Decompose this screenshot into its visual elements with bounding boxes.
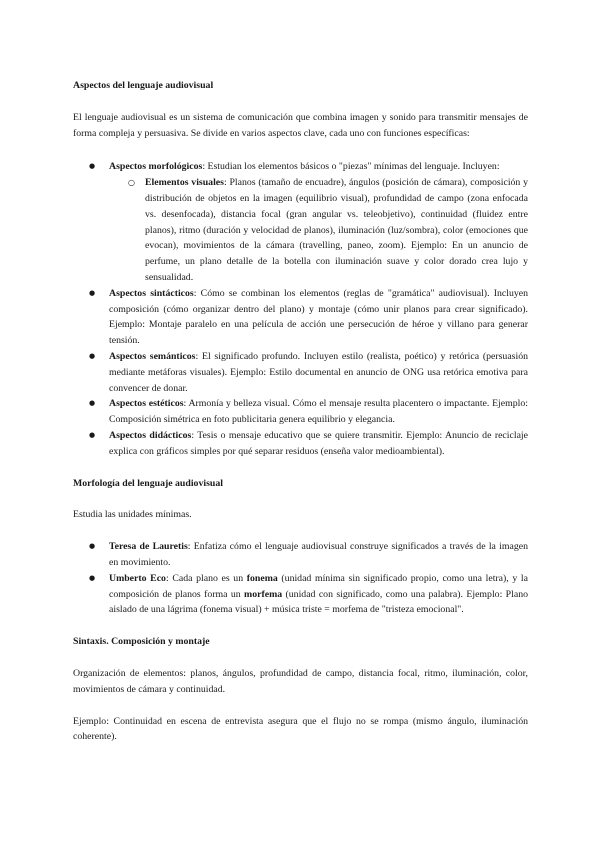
- list-item-esteticos: [109, 396, 528, 428]
- item-text: (unidad con significado, como una palabra). Ejemplo: Plano aislado de una lágrima (fonema visual) + música triste = morfema de "tristeza emocional".: [109, 588, 528, 616]
- item-text: : Tesis o mensaje educativo que se quiere transmitir. Ejemplo: Anuncio de reciclaje explica con gráficos simples por qué separar residuos (enseña valor medioambiental).: [109, 429, 528, 457]
- list-item-lauretis: [109, 539, 528, 571]
- item-text: : Cada plano es un: [165, 572, 247, 584]
- term-label: Elementos visuales: [145, 177, 224, 189]
- term-label: Teresa de Lauretis: [109, 541, 188, 553]
- aspects-list: [73, 159, 528, 459]
- item-text: : Enfatiza cómo el lenguaje audiovisual construye significados a través de la imagen en movimiento.: [109, 541, 529, 568]
- section-heading-aspectos: Aspectos del lenguaje audiovisual: [73, 80, 214, 91]
- authors-list: [73, 539, 528, 618]
- term-label: Aspectos morfológicos: [109, 161, 203, 173]
- list-item-sintacticos: [109, 286, 528, 349]
- list-item-semanticos: [109, 349, 528, 396]
- term-label: Aspectos semánticos: [109, 350, 196, 362]
- item-text: : Estudian los elementos básicos o "piezas" mínimas del lenguaje. Incluyen:: [202, 161, 500, 173]
- item-text: : Cómo se combinan los elementos (reglas de "gramática" audiovisual). Incluyen composición (cómo organizar dentro del plano) y montaje (cómo unir planos para crear significado). Ejemplo: Montaje paralelo en una película de acción une persecución de héroe y villano para generar tensión.: [109, 287, 528, 347]
- section-heading-sintaxis: Sintaxis. Composición y montaje: [73, 636, 210, 648]
- morfema-term: morfema: [244, 588, 283, 600]
- sintaxis-paragraph: Organización de elementos: planos, ángulos, profundidad de campo, distancia focal, ritmo, iluminación, color, movimientos de cámara y continuidad.: [73, 667, 528, 695]
- list-item-eco: [109, 571, 528, 618]
- list-item-elementos-visuales: [145, 175, 528, 286]
- list-item-didacticos: [109, 428, 528, 460]
- item-text: : El significado profundo. Incluyen estilo (realista, poético) y retórica (persuasión mediante metáforas visuales). Ejemplo: Estilo documental en anuncio de ONG usa retórica emotiva para convencer de donar.: [109, 350, 528, 394]
- document-page: [73, 78, 528, 745]
- intro-paragraph: El lenguaje audiovisual es un sistema de comunicación que combina imagen y sonido para transmitir mensajes de forma compleja y persuasiva. Se divide en varios aspectos clave, cada uno con funciones específicas:: [73, 111, 528, 139]
- term-label: Aspectos estéticos: [109, 398, 184, 410]
- list-item-morfologicos: [109, 159, 528, 285]
- term-label: Aspectos didácticos: [109, 429, 192, 441]
- section-heading-morfologia: Morfología del lenguaje audiovisual: [73, 477, 223, 489]
- term-label: Aspectos sintácticos: [109, 287, 194, 299]
- term-label: Umberto Eco: [109, 572, 166, 584]
- sintaxis-example: Ejemplo: Continuidad en escena de entrevista asegura que el flujo no se rompa (mismo ángulo, iluminación coherente).: [73, 715, 528, 743]
- item-text: : Armonía y belleza visual. Cómo el mensaje resulta placentero o impactante. Ejemplo: Composición simétrica en foto publicitaria genera equilibrio y elegancia.: [109, 398, 528, 426]
- fonema-term: fonema: [246, 572, 278, 584]
- morfologicos-sublist: [109, 175, 528, 286]
- morfologia-intro: Estudia las unidades mínimas.: [73, 509, 192, 521]
- item-text: : Planos (tamaño de encuadre), ángulos (posición de cámara), composición y distribución de objetos en la imagen (equilibrio visual), profundidad de campo (zona enfocada vs. desenfocada), distancia focal (gran angular vs. teleobjetivo), continuidad (fluidez entre planos), ritmo (duración y velocidad de planos), iluminación (luz/sombra), color (emociones que evocan), movimientos de la cámara (travelling, paneo, zoom). Ejemplo: En un anuncio de perfume, un plano detalle de la botella con iluminación suave y color dorado crea lujo y sensualidad.: [145, 177, 528, 283]
- item-text: (unidad mínima sin significado propio, como una letra), y la composición de planos forma un: [109, 572, 528, 600]
